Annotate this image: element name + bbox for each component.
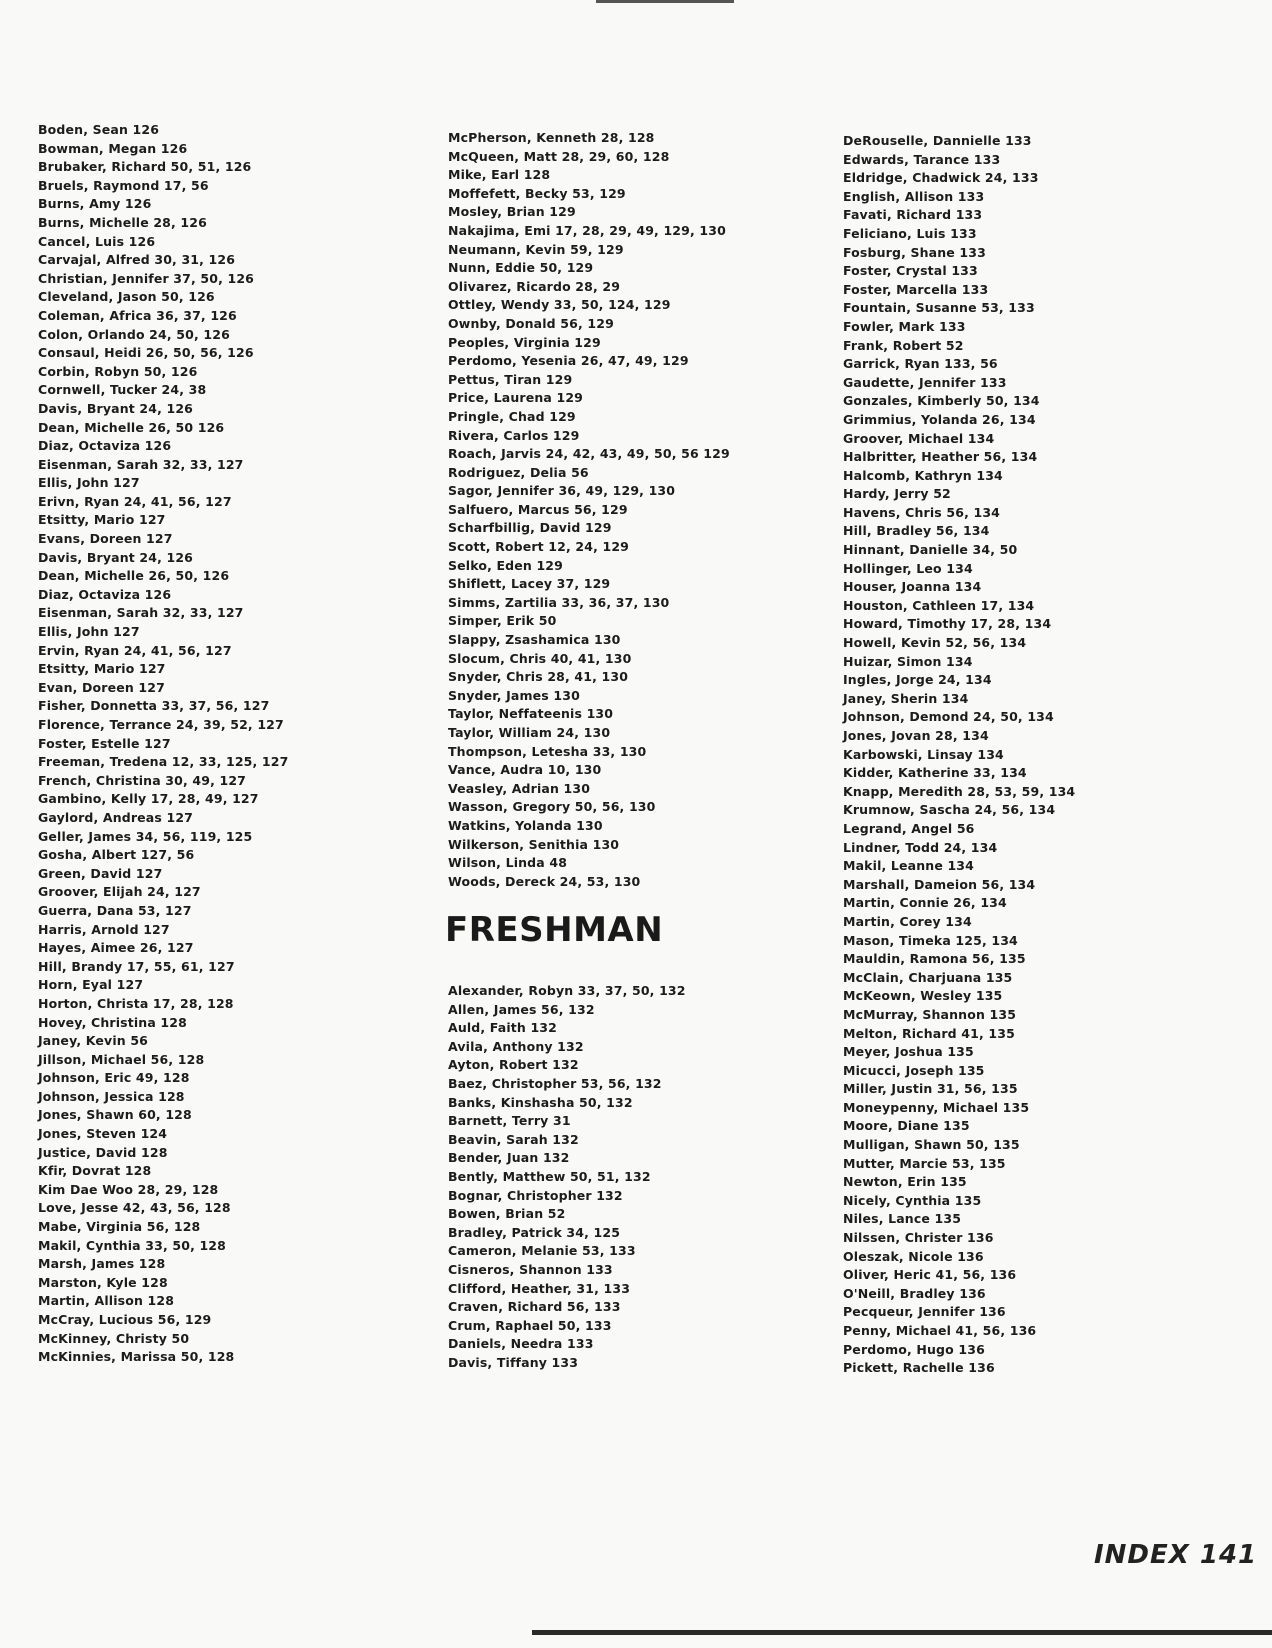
index-entry: Crum, Raphael 50, 133 bbox=[448, 1317, 612, 1333]
index-entry: Slocum, Chris 40, 41, 130 bbox=[448, 650, 632, 666]
index-entry: Cancel, Luis 126 bbox=[38, 233, 156, 249]
index-entry: Salfuero, Marcus 56, 129 bbox=[448, 501, 628, 517]
index-entry: Gosha, Albert 127, 56 bbox=[38, 847, 195, 863]
index-entry: Eisenman, Sarah 32, 33, 127 bbox=[38, 456, 244, 472]
index-entry: Janey, Sherin 134 bbox=[843, 690, 969, 706]
index-entry: Nicely, Cynthia 135 bbox=[843, 1192, 982, 1208]
index-entry: Jillson, Michael 56, 128 bbox=[38, 1051, 205, 1067]
index-entry: Consaul, Heidi 26, 50, 56, 126 bbox=[38, 345, 254, 361]
index-entry: Erivn, Ryan 24, 41, 56, 127 bbox=[38, 493, 232, 509]
index-entry: Colon, Orlando 24, 50, 126 bbox=[38, 326, 230, 342]
index-entry: Edwards, Tarance 133 bbox=[843, 151, 1001, 167]
index-entry: Slappy, Zsashamica 130 bbox=[448, 632, 621, 648]
index-entry: McClain, Charjuana 135 bbox=[843, 969, 1013, 985]
index-entry: Miller, Justin 31, 56, 135 bbox=[843, 1081, 1018, 1097]
index-entry: Halbritter, Heather 56, 134 bbox=[843, 449, 1038, 465]
index-entry: Gambino, Kelly 17, 28, 49, 127 bbox=[38, 791, 259, 807]
index-entry: French, Christina 30, 49, 127 bbox=[38, 772, 247, 788]
index-entry: Davis, Bryant 24, 126 bbox=[38, 400, 194, 416]
freshman-section-heading: FRESHMAN bbox=[445, 910, 664, 950]
index-entry: Garrick, Ryan 133, 56 bbox=[843, 356, 998, 372]
index-entry: Wilson, Linda 48 bbox=[448, 855, 568, 871]
index-entry: Brubaker, Richard 50, 51, 126 bbox=[38, 159, 252, 175]
index-entry: Love, Jesse 42, 43, 56, 128 bbox=[38, 1200, 231, 1216]
index-entry: Huizar, Simon 134 bbox=[843, 653, 973, 669]
index-entry: Watkins, Yolanda 130 bbox=[448, 817, 603, 833]
index-entry: Price, Laurena 129 bbox=[448, 390, 584, 406]
index-entry: Ellis, John 127 bbox=[38, 475, 140, 491]
index-entry: Ingles, Jorge 24, 134 bbox=[843, 672, 992, 688]
index-entry: Corbin, Robyn 50, 126 bbox=[38, 363, 198, 379]
index-entry: McCray, Lucious 56, 129 bbox=[38, 1312, 212, 1327]
index-column-2-upper bbox=[448, 129, 730, 891]
index-entry: Bowman, Megan 126 bbox=[38, 140, 188, 156]
index-entry: Jones, Jovan 28, 134 bbox=[843, 728, 989, 743]
index-entry: Barnett, Terry 31 bbox=[448, 1113, 571, 1129]
index-entry: Martin, Corey 134 bbox=[843, 913, 972, 929]
index-entry: Martin, Connie 26, 134 bbox=[843, 895, 1007, 911]
index-entry: Dean, Michelle 26, 50, 126 bbox=[38, 568, 230, 584]
index-entry: Etsitty, Mario 127 bbox=[38, 661, 166, 677]
index-entry: Moneypenny, Michael 135 bbox=[843, 1099, 1030, 1115]
index-entry: Fowler, Mark 133 bbox=[843, 318, 966, 334]
index-entry: Neumann, Kevin 59, 129 bbox=[448, 241, 624, 257]
index-entry: Grimmius, Yolanda 26, 134 bbox=[843, 411, 1036, 427]
index-entry: Sagor, Jennifer 36, 49, 129, 130 bbox=[448, 483, 676, 499]
index-entry: Diaz, Octaviza 126 bbox=[38, 438, 172, 454]
index-entry: Houston, Cathleen 17, 134 bbox=[843, 597, 1035, 613]
index-entry: English, Allison 133 bbox=[843, 188, 985, 204]
index-entry: Janey, Kevin 56 bbox=[38, 1033, 149, 1049]
index-entry: Hovey, Christina 128 bbox=[38, 1014, 187, 1030]
index-entry: Ownby, Donald 56, 129 bbox=[448, 315, 614, 331]
index-entry: Pringle, Chad 129 bbox=[448, 408, 576, 424]
index-entry: Ervin, Ryan 24, 41, 56, 127 bbox=[38, 642, 232, 658]
index-entry: Burns, Michelle 28, 126 bbox=[38, 214, 207, 230]
index-entry: Cornwell, Tucker 24, 38 bbox=[38, 382, 207, 398]
index-entry: Peoples, Virginia 129 bbox=[448, 334, 601, 350]
index-entry: Jones, Shawn 60, 128 bbox=[38, 1107, 192, 1123]
index-entry: Bently, Matthew 50, 51, 132 bbox=[448, 1168, 651, 1184]
index-entry: McKinney, Christy 50 bbox=[38, 1330, 190, 1346]
index-entry: Karbowski, Linsay 134 bbox=[843, 746, 1004, 762]
index-entry: Johnson, Eric 49, 128 bbox=[38, 1070, 190, 1086]
index-entry: Penny, Michael 41, 56, 136 bbox=[843, 1323, 1037, 1338]
index-entry: Perdomo, Yesenia 26, 47, 49, 129 bbox=[448, 353, 689, 369]
index-entry: Davis, Tiffany 133 bbox=[448, 1354, 579, 1370]
index-entry: Perdomo, Hugo 136 bbox=[843, 1341, 985, 1357]
index-entry: Oliver, Heric 41, 56, 136 bbox=[843, 1267, 1017, 1283]
index-entry: Mauldin, Ramona 56, 135 bbox=[843, 951, 1026, 967]
index-entry: Hayes, Aimee 26, 127 bbox=[38, 940, 194, 956]
index-entry: Fosburg, Shane 133 bbox=[843, 244, 986, 260]
index-entry: Howell, Kevin 52, 56, 134 bbox=[843, 635, 1027, 651]
index-entry: Scharfbillig, David 129 bbox=[448, 520, 612, 536]
index-entry: Auld, Faith 132 bbox=[448, 1020, 558, 1036]
index-entry: Melton, Richard 41, 135 bbox=[843, 1025, 1015, 1041]
index-entry: Foster, Crystal 133 bbox=[843, 263, 978, 279]
index-entry: Snyder, James 130 bbox=[448, 687, 580, 703]
index-entry: Fountain, Susanne 53, 133 bbox=[843, 300, 1035, 316]
index-column-2-freshman bbox=[448, 982, 686, 1372]
index-entry: Vance, Audra 10, 130 bbox=[448, 762, 602, 778]
top-rule bbox=[596, 0, 734, 3]
index-entry: Mutter, Marcie 53, 135 bbox=[843, 1155, 1006, 1171]
index-entry: Rodriguez, Delia 56 bbox=[448, 464, 589, 480]
index-entry: Feliciano, Luis 133 bbox=[843, 225, 977, 241]
index-entry: Snyder, Chris 28, 41, 130 bbox=[448, 669, 629, 685]
index-entry: Kim Dae Woo 28, 29, 128 bbox=[38, 1181, 219, 1197]
index-entry: Green, David 127 bbox=[38, 865, 163, 881]
index-entry: Christian, Jennifer 37, 50, 126 bbox=[38, 270, 255, 286]
index-entry: Mosley, Brian 129 bbox=[448, 204, 576, 220]
index-entry: Woods, Dereck 24, 53, 130 bbox=[448, 873, 641, 889]
index-entry: Evan, Doreen 127 bbox=[38, 679, 165, 695]
index-entry: Foster, Marcella 133 bbox=[843, 281, 989, 297]
index-entry: Wasson, Gregory 50, 56, 130 bbox=[448, 799, 656, 815]
index-entry: Gaylord, Andreas 127 bbox=[38, 809, 194, 825]
index-entry: Boden, Sean 126 bbox=[38, 122, 160, 137]
index-entry: Niles, Lance 135 bbox=[843, 1211, 962, 1227]
index-entry: Selko, Eden 129 bbox=[448, 557, 563, 573]
page-footer-label: INDEX 141 bbox=[1094, 1540, 1258, 1570]
index-entry: Cameron, Melanie 53, 133 bbox=[448, 1243, 636, 1259]
index-entry: McKinnies, Marissa 50, 128 bbox=[38, 1349, 235, 1365]
index-entry: Alexander, Robyn 33, 37, 50, 132 bbox=[448, 983, 686, 998]
index-entry: Mulligan, Shawn 50, 135 bbox=[843, 1137, 1020, 1153]
index-entry: Harris, Arnold 127 bbox=[38, 921, 170, 937]
index-entry: Micucci, Joseph 135 bbox=[843, 1062, 985, 1078]
index-entry: Makil, Leanne 134 bbox=[843, 858, 975, 874]
index-entry: Mike, Earl 128 bbox=[448, 167, 551, 183]
index-entry: Meyer, Joshua 135 bbox=[843, 1044, 974, 1060]
index-entry: Bradley, Patrick 34, 125 bbox=[448, 1224, 621, 1240]
index-entry: Havens, Chris 56, 134 bbox=[843, 504, 1001, 520]
index-entry: Evans, Doreen 127 bbox=[38, 531, 173, 547]
index-entry: Favati, Richard 133 bbox=[843, 207, 983, 223]
index-entry: Banks, Kinshasha 50, 132 bbox=[448, 1094, 633, 1110]
index-entry: Taylor, William 24, 130 bbox=[448, 725, 611, 740]
index-entry: Newton, Erin 135 bbox=[843, 1174, 967, 1190]
index-entry: Foster, Estelle 127 bbox=[38, 735, 171, 751]
index-entry: Diaz, Octaviza 126 bbox=[38, 586, 172, 602]
index-entry: McMurray, Shannon 135 bbox=[843, 1006, 1017, 1022]
index-entry: Frank, Robert 52 bbox=[843, 337, 964, 353]
index-entry: Hollinger, Leo 134 bbox=[843, 560, 973, 576]
index-entry: Knapp, Meredith 28, 53, 59, 134 bbox=[843, 783, 1076, 799]
index-entry: Scott, Robert 12, 24, 129 bbox=[448, 539, 630, 555]
index-entry: Craven, Richard 56, 133 bbox=[448, 1299, 621, 1315]
index-entry: Bowen, Brian 52 bbox=[448, 1206, 566, 1222]
index-entry: Martin, Allison 128 bbox=[38, 1293, 175, 1309]
index-entry: Cleveland, Jason 50, 126 bbox=[38, 289, 215, 305]
index-entry: O'Neill, Bradley 136 bbox=[843, 1285, 986, 1301]
index-entry: Oleszak, Nicole 136 bbox=[843, 1248, 984, 1264]
index-entry: McKeown, Wesley 135 bbox=[843, 988, 1003, 1004]
index-entry: Rivera, Carlos 129 bbox=[448, 427, 580, 443]
index-entry: Legrand, Angel 56 bbox=[843, 820, 975, 836]
index-entry: Mason, Timeka 125, 134 bbox=[843, 932, 1018, 948]
bottom-rule bbox=[532, 1630, 1272, 1635]
index-column-1 bbox=[38, 121, 288, 1367]
index-entry: Krumnow, Sascha 24, 56, 134 bbox=[843, 802, 1056, 818]
index-entry: Nilssen, Christer 136 bbox=[843, 1230, 994, 1246]
index-entry: Veasley, Adrian 130 bbox=[448, 780, 591, 796]
index-entry: Groover, Michael 134 bbox=[843, 430, 995, 446]
index-column-3 bbox=[843, 132, 1075, 1378]
index-entry: Nakajima, Emi 17, 28, 29, 49, 129, 130 bbox=[448, 222, 726, 238]
index-entry: Halcomb, Kathryn 134 bbox=[843, 467, 1003, 483]
index-entry: Simper, Erik 50 bbox=[448, 613, 557, 629]
index-entry: Horton, Christa 17, 28, 128 bbox=[38, 995, 234, 1011]
index-entry: Groover, Elijah 24, 127 bbox=[38, 884, 201, 900]
index-entry: Ayton, Robert 132 bbox=[448, 1057, 579, 1073]
index-entry: Pecqueur, Jennifer 136 bbox=[843, 1304, 1006, 1320]
index-entry: Bender, Juan 132 bbox=[448, 1150, 570, 1166]
index-entry: Kidder, Katherine 33, 134 bbox=[843, 765, 1027, 781]
index-entry: Taylor, Neffateenis 130 bbox=[448, 706, 614, 722]
index-entry: Hill, Bradley 56, 134 bbox=[843, 523, 990, 539]
index-entry: McPherson, Kenneth 28, 128 bbox=[448, 130, 655, 145]
index-entry: Hill, Brandy 17, 55, 61, 127 bbox=[38, 958, 235, 974]
index-entry: Geller, James 34, 56, 119, 125 bbox=[38, 828, 253, 844]
index-entry: Howard, Timothy 17, 28, 134 bbox=[843, 616, 1052, 632]
index-entry: Houser, Joanna 134 bbox=[843, 579, 982, 595]
index-entry: Baez, Christopher 53, 56, 132 bbox=[448, 1075, 662, 1091]
index-entry: Shiflett, Lacey 37, 129 bbox=[448, 576, 611, 592]
index-entry: Simms, Zartilia 33, 36, 37, 130 bbox=[448, 594, 670, 610]
index-entry: Thompson, Letesha 33, 130 bbox=[448, 743, 647, 759]
index-entry: Beavin, Sarah 132 bbox=[448, 1131, 579, 1147]
index-entry: Avila, Anthony 132 bbox=[448, 1038, 584, 1054]
index-entry: Kfir, Dovrat 128 bbox=[38, 1163, 152, 1179]
index-entry: Justice, David 128 bbox=[38, 1144, 168, 1160]
index-entry: Bruels, Raymond 17, 56 bbox=[38, 177, 209, 193]
index-entry: Marshall, Dameion 56, 134 bbox=[843, 876, 1036, 892]
index-entry: Davis, Bryant 24, 126 bbox=[38, 549, 194, 565]
index-entry: Jones, Steven 124 bbox=[38, 1126, 168, 1142]
index-entry: Florence, Terrance 24, 39, 52, 127 bbox=[38, 717, 284, 732]
index-entry: Eldridge, Chadwick 24, 133 bbox=[843, 170, 1039, 186]
index-entry: Fisher, Donnetta 33, 37, 56, 127 bbox=[38, 698, 270, 714]
index-entry: Wilkerson, Senithia 130 bbox=[448, 836, 620, 852]
index-entry: Horn, Eyal 127 bbox=[38, 977, 144, 993]
index-entry: Lindner, Todd 24, 134 bbox=[843, 839, 998, 855]
index-entry: Allen, James 56, 132 bbox=[448, 1001, 595, 1017]
index-entry: Moore, Diane 135 bbox=[843, 1118, 970, 1134]
index-entry: Makil, Cynthia 33, 50, 128 bbox=[38, 1237, 227, 1253]
index-entry: Coleman, Africa 36, 37, 126 bbox=[38, 307, 237, 323]
index-entry: Marsh, James 128 bbox=[38, 1256, 166, 1272]
index-entry: Gaudette, Jennifer 133 bbox=[843, 374, 1007, 390]
index-entry: Nunn, Eddie 50, 129 bbox=[448, 260, 594, 276]
index-entry: McQueen, Matt 28, 29, 60, 128 bbox=[448, 148, 670, 164]
index-entry: Cisneros, Shannon 133 bbox=[448, 1261, 613, 1277]
index-entry: Freeman, Tredena 12, 33, 125, 127 bbox=[38, 754, 289, 770]
index-entry: Guerra, Dana 53, 127 bbox=[38, 902, 192, 918]
index-entry: Bognar, Christopher 132 bbox=[448, 1187, 623, 1203]
index-entry: Marston, Kyle 128 bbox=[38, 1274, 168, 1290]
index-entry: Etsitty, Mario 127 bbox=[38, 512, 166, 528]
index-entry: Olivarez, Ricardo 28, 29 bbox=[448, 278, 621, 294]
index-entry: Johnson, Demond 24, 50, 134 bbox=[843, 709, 1054, 725]
index-entry: Daniels, Needra 133 bbox=[448, 1336, 594, 1352]
index-entry: Dean, Michelle 26, 50 126 bbox=[38, 419, 225, 435]
index-entry: Mabe, Virginia 56, 128 bbox=[38, 1219, 201, 1235]
index-entry: Hinnant, Danielle 34, 50 bbox=[843, 542, 1018, 558]
index-entry: Roach, Jarvis 24, 42, 43, 49, 50, 56 129 bbox=[448, 446, 730, 462]
index-entry: Eisenman, Sarah 32, 33, 127 bbox=[38, 605, 244, 621]
index-entry: Johnson, Jessica 128 bbox=[38, 1088, 185, 1104]
index-entry: Ottley, Wendy 33, 50, 124, 129 bbox=[448, 297, 671, 313]
index-entry: Pickett, Rachelle 136 bbox=[843, 1360, 995, 1376]
index-entry: Burns, Amy 126 bbox=[38, 196, 152, 212]
index-entry: Clifford, Heather, 31, 133 bbox=[448, 1280, 631, 1296]
index-entry: Moffefett, Becky 53, 129 bbox=[448, 185, 626, 201]
index-entry: Pettus, Tiran 129 bbox=[448, 371, 573, 387]
index-entry: Carvajal, Alfred 30, 31, 126 bbox=[38, 252, 236, 268]
index-entry: Gonzales, Kimberly 50, 134 bbox=[843, 393, 1040, 409]
index-entry: DeRouselle, Dannielle 133 bbox=[843, 133, 1032, 148]
index-entry: Ellis, John 127 bbox=[38, 624, 140, 640]
index-entry: Hardy, Jerry 52 bbox=[843, 486, 951, 502]
